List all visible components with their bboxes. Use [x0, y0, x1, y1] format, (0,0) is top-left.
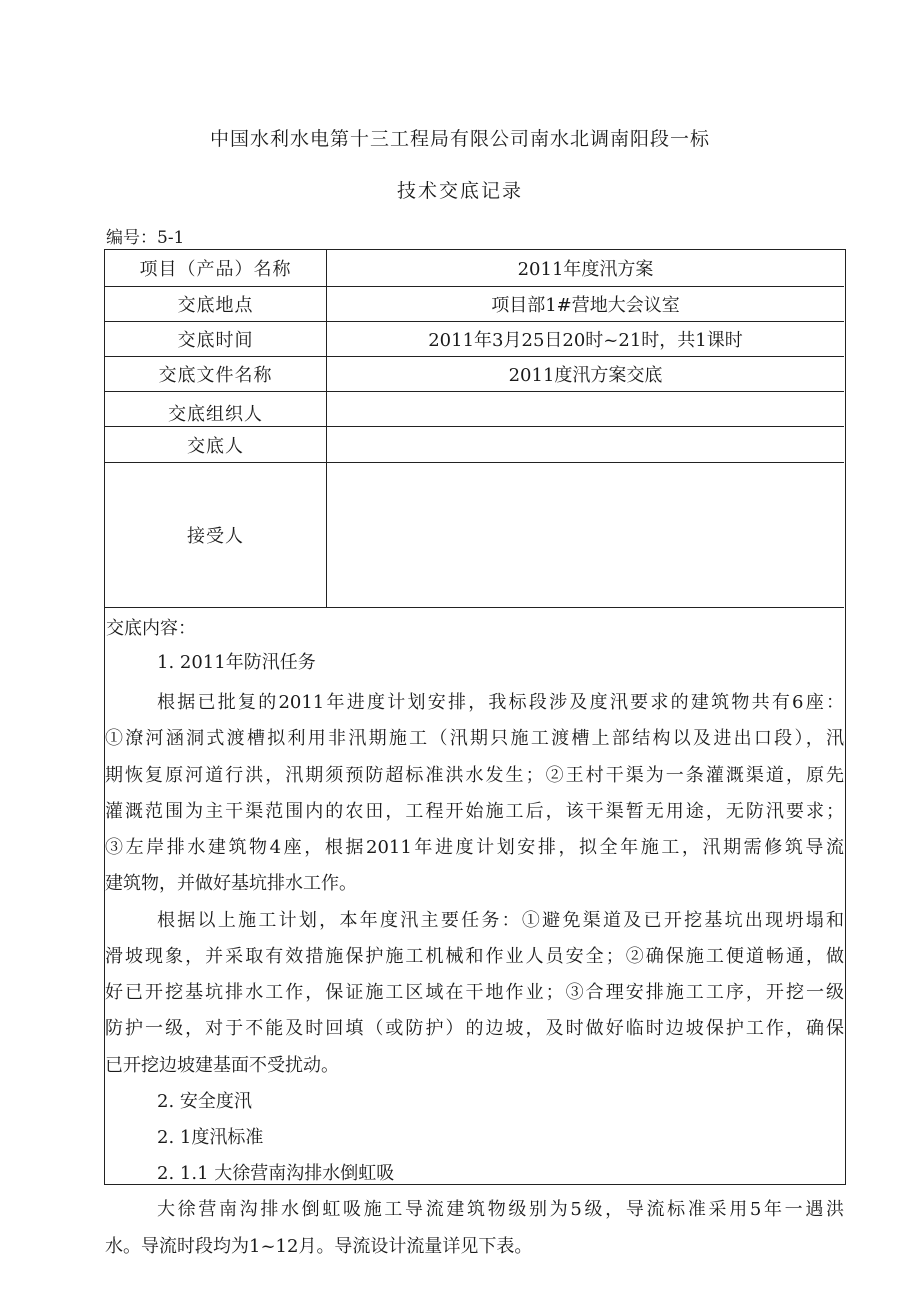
paragraph-line: 建筑物，并做好基坑排水工作。: [105, 873, 357, 894]
document-title: 技术交底记录: [396, 180, 523, 202]
row-value: 项目部1#营地大会议室: [491, 295, 680, 316]
record-table: [104, 249, 846, 1257]
row-label: 交底时间: [105, 322, 327, 356]
paragraph-line: 水。导流时段均为1~12月。导流设计流量详见下表。: [105, 1236, 533, 1257]
row-value: 2011年3月25日20时~21时，共1课时: [428, 330, 743, 351]
section-heading: 2. 1度汛标准: [157, 1127, 264, 1148]
section-heading: 2. 安全度汛: [157, 1091, 252, 1112]
table-row: [105, 287, 844, 322]
paragraph-line: 灌溉范围为主干渠范围内的农田，工程开始施工后，该干渠暂无用途，无防汛要求；: [105, 801, 844, 822]
row-label: 项目（产品）名称: [105, 250, 327, 286]
row-value: 2011年度汛方案: [517, 259, 654, 280]
row-label: 接受人: [105, 463, 327, 607]
row-value: [327, 463, 844, 607]
paragraph-line: 防护一级，对于不能及时回填（或防护）的边坡，及时做好临时边坡保护工作，确保: [105, 1018, 844, 1039]
paragraph-line: 滑坡现象，并采取有效措施保护施工机械和作业人员安全；②确保施工便道畅通，做: [105, 946, 844, 967]
table-row: [105, 250, 844, 287]
paragraph-line: 期恢复原河道行洪，汛期须预防超标准洪水发生；②王村干渠为一条灌溉渠道，原先: [105, 765, 844, 786]
paragraph-line: 根据以上施工计划，本年度汛主要任务：①避免渠道及已开挖基坑出现坍塌和: [157, 910, 844, 931]
row-label: 交底文件名称: [105, 357, 327, 391]
paragraph-line: 已开挖边坡建基面不受扰动。: [105, 1055, 339, 1076]
row-label: 交底人: [105, 427, 327, 462]
paragraph-line: ①潦河涵洞式渡槽拟利用非汛期施工（汛期只施工渡槽上部结构以及进出口段），汛: [105, 728, 844, 749]
row-value: [327, 392, 844, 426]
table-row: [105, 463, 844, 608]
paragraph-line: 好已开挖基坑排水工作，保证施工区域在干地作业；③合理安排施工工序，开挖一级: [105, 982, 844, 1003]
section-heading: 2. 1.1 大徐营南沟排水倒虹吸: [157, 1163, 395, 1184]
table-row: [105, 357, 844, 392]
row-label: 交底组织人: [105, 392, 327, 426]
document-number: 编号：5-1: [106, 228, 185, 248]
table-row: [105, 427, 844, 463]
row-value: 2011度汛方案交底: [508, 365, 663, 386]
company-name: 中国水利水电第十三工程局有限公司南水北调南阳段一标: [209, 128, 710, 150]
paragraph-line: ③左岸排水建筑物4座，根据2011年进度计划安排，拟全年施工，汛期需修筑导流: [105, 837, 844, 858]
row-value: [327, 427, 844, 462]
paragraph-line: 大徐营南沟排水倒虹吸施工导流建筑物级别为5级，导流标准采用5年一遇洪: [157, 1199, 844, 1220]
paragraph-line: 根据已批复的2011年进度计划安排，我标段涉及度汛要求的建筑物共有6座：: [157, 692, 844, 713]
table-row: [105, 322, 844, 357]
content-intro: 交底内容：: [106, 618, 196, 639]
table-row: [105, 392, 844, 427]
row-label: 交底地点: [105, 287, 327, 321]
section-heading: 1. 2011年防汛任务: [157, 652, 316, 673]
